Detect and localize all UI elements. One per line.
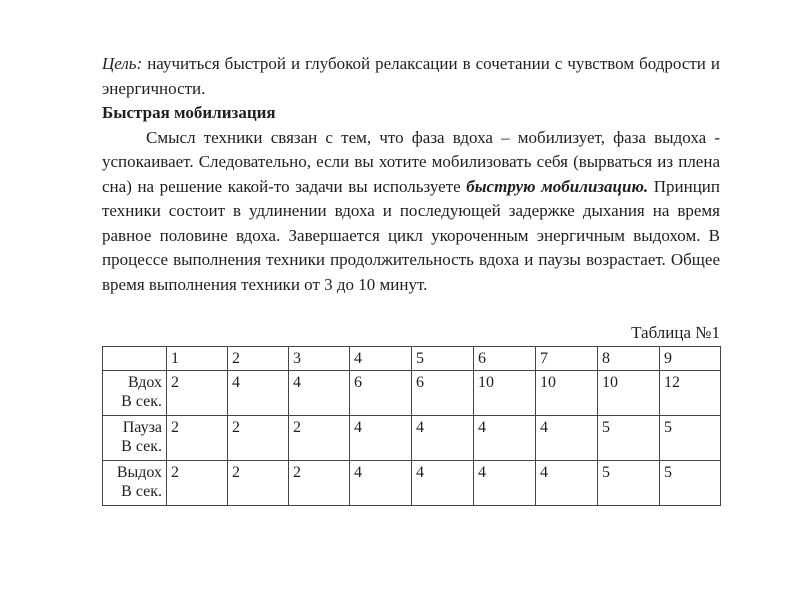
goal-paragraph	[102, 52, 720, 101]
table-cell: 4	[350, 461, 412, 506]
table-cell: 4	[412, 461, 474, 506]
goal-label: Цель:	[102, 54, 143, 73]
table-header-cell: 1	[167, 347, 228, 371]
row-label	[103, 416, 167, 461]
table-header-cell: 9	[660, 347, 721, 371]
row-label	[103, 371, 167, 416]
table-header-cell	[103, 347, 167, 371]
row-label-line1: Вдох	[127, 374, 162, 391]
table-cell: 6	[350, 371, 412, 416]
document-page	[102, 52, 720, 500]
table-cell: 2	[167, 416, 228, 461]
row-label	[103, 461, 167, 506]
table-cell: 2	[289, 461, 350, 506]
table-header-row	[103, 347, 721, 371]
table-cell: 4	[536, 461, 598, 506]
table-cell: 4	[350, 416, 412, 461]
table-header-cell: 2	[228, 347, 289, 371]
table-header-cell: 6	[474, 347, 536, 371]
table-cell: 5	[598, 416, 660, 461]
table-cell: 10	[474, 371, 536, 416]
table-header-cell: 7	[536, 347, 598, 371]
table-cell: 4	[289, 371, 350, 416]
table-header-cell: 3	[289, 347, 350, 371]
table-cell: 10	[536, 371, 598, 416]
body-emphasis: быструю мобилизацию.	[466, 176, 649, 196]
table-cell: 4	[228, 371, 289, 416]
table-header-cell: 5	[412, 347, 474, 371]
table-row-pause	[103, 416, 721, 461]
table-cell: 2	[167, 461, 228, 506]
table-cell: 2	[228, 416, 289, 461]
table-cell: 10	[598, 371, 660, 416]
breathing-table	[102, 346, 721, 506]
table-header-cell: 4	[350, 347, 412, 371]
table-cell: 5	[598, 461, 660, 506]
table-cell: 4	[412, 416, 474, 461]
row-label-line2: В сек.	[121, 438, 162, 455]
table-header-cell: 8	[598, 347, 660, 371]
table-row-inhale	[103, 371, 721, 416]
row-label-line2: В сек.	[121, 393, 162, 410]
table-cell: 2	[167, 371, 228, 416]
body-text-part1: Смысл техники связан с тем, что фаза вдоха – мобилизует, фаза выдоха - успокаивает. Следовательно, если вы хотите мобилизовать себя (вырваться из плена сна) на решение какой-то задачи вы используете	[102, 127, 720, 196]
row-label-line1: Пауза	[122, 419, 162, 436]
body-paragraph	[102, 126, 720, 298]
table-cell: 6	[412, 371, 474, 416]
table-row-exhale	[103, 461, 721, 506]
table-cell: 5	[660, 461, 721, 506]
table-cell: 2	[289, 416, 350, 461]
body-text-part2: Принцип техники состоит в удлинении вдоха и последующей задержке дыхания на время равное половине вдоха. Завершается цикл укороченным энергичным выдохом. В процессе выполнения техники продолжительность вдоха и паузы возрастает. Общее время выполнения техники от 3 до 10 минут.	[102, 176, 720, 294]
table-caption: Таблица №1	[631, 323, 720, 342]
table-cell: 12	[660, 371, 721, 416]
row-label-line1: Выдох	[116, 464, 162, 481]
section-title: Быстрая мобилизация	[102, 103, 276, 122]
goal-text: научиться быстрой и глубокой релаксации в сочетании с чувством бодрости и энергичности.	[102, 54, 720, 98]
row-label-line2: В сек.	[121, 483, 162, 500]
table-cell: 4	[474, 416, 536, 461]
table-cell: 5	[660, 416, 721, 461]
table-cell: 4	[474, 461, 536, 506]
table-cell: 4	[536, 416, 598, 461]
table-cell: 2	[228, 461, 289, 506]
